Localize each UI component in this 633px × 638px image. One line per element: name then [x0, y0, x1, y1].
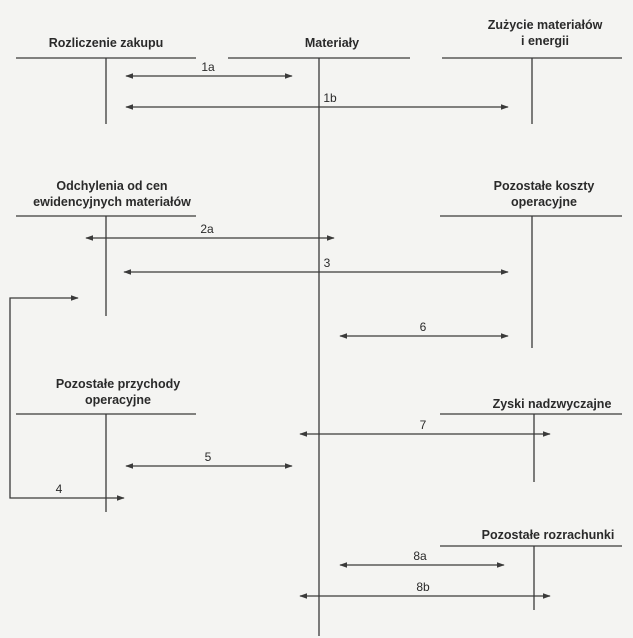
t-account-materialy — [228, 58, 410, 636]
t-account-rozliczenie-zakupu — [16, 58, 196, 124]
account-title-pozostale-koszty: Pozostałe koszty operacyjne — [493, 179, 595, 209]
flow-label-1b: 1b — [323, 91, 337, 105]
account-title-materialy: Materiały — [304, 36, 360, 50]
flow-label-4: 4 — [55, 482, 63, 496]
t-account-odchylenia — [16, 216, 196, 316]
t-account-pozostale-rozrachunki — [440, 546, 622, 610]
flow-label-3: 3 — [323, 256, 331, 270]
flow-label-2a: 2a — [200, 222, 214, 236]
t-account-pozostale-koszty — [440, 216, 622, 348]
flow-label-6: 6 — [419, 320, 427, 334]
t-account-zyski-nadzwyczajne — [440, 414, 622, 482]
flow-label-1a: 1a — [201, 60, 215, 74]
account-title-odchylenia: Odchylenia od cen ewidencyjnych materiałów — [33, 179, 191, 209]
t-account-zuzycie — [442, 58, 622, 124]
flow-label-7: 7 — [419, 418, 427, 432]
account-title-pozostale-przychody: Pozostałe przychody operacyjne — [55, 377, 181, 407]
account-title-rozliczenie-zakupu: Rozliczenie zakupu — [48, 36, 164, 50]
account-title-pozostale-rozrachunki: Pozostałe rozrachunki — [481, 528, 615, 542]
flow-label-5: 5 — [204, 450, 212, 464]
flow-label-8a: 8a — [413, 549, 427, 563]
t-account-pozostale-przychody — [16, 414, 196, 512]
account-title-zyski-nadzwyczajne: Zyski nadzwyczajne — [492, 397, 612, 411]
flow-label-8b: 8b — [416, 580, 430, 594]
account-title-zuzycie: Zużycie materiałów i energii — [487, 18, 603, 48]
